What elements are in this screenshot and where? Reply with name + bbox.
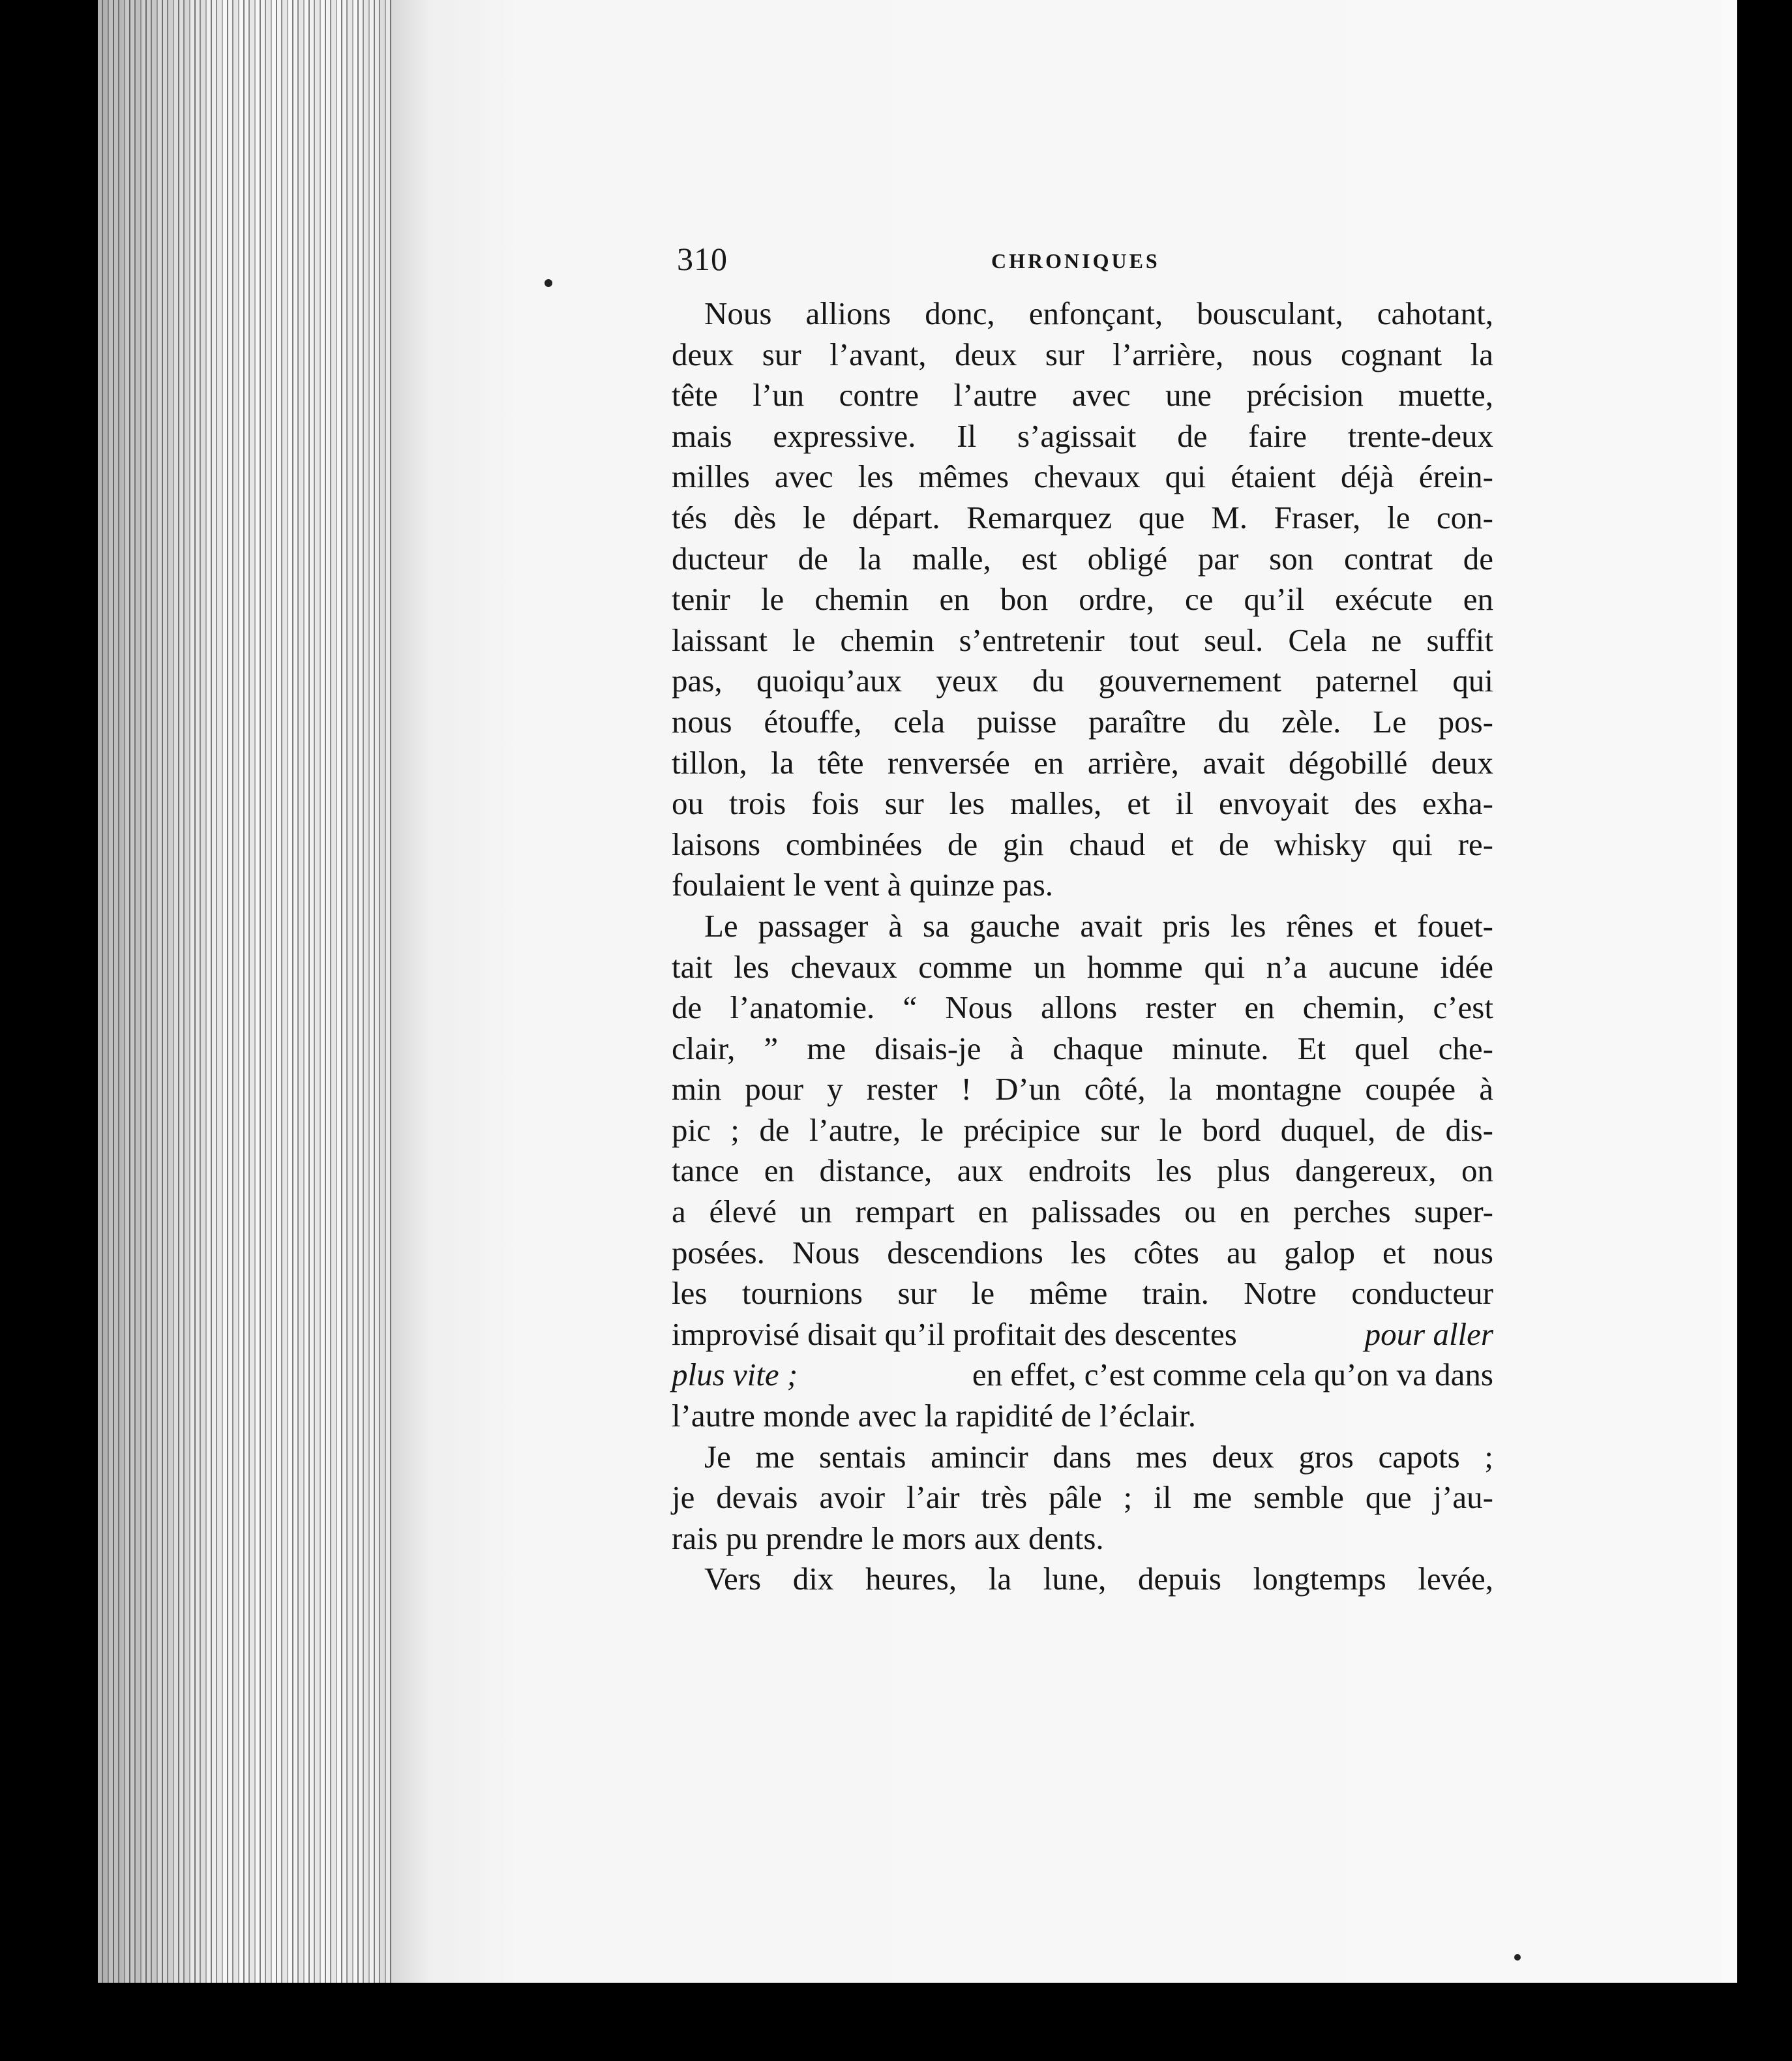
text-line: Je me sentais amincir dans mes deux gros capots ; bbox=[704, 1438, 1493, 1475]
text-line: nous étouffe, cela puisse paraître du zèle. Le pos- bbox=[672, 703, 1493, 740]
running-head: CHRONIQUES bbox=[991, 249, 1160, 273]
text-line: pic ; de l’autre, le précipice sur le bord duquel, de dis- bbox=[672, 1111, 1493, 1148]
text-line: posées. Nous descendions les côtes au galop et nous bbox=[672, 1234, 1493, 1271]
paragraph-1 bbox=[672, 293, 1493, 906]
text-line: a élevé un rempart en palissades ou en perches super- bbox=[672, 1194, 1493, 1230]
text-line: pas, quoiqu’aux yeux du gouvernement paternel qui bbox=[672, 663, 1493, 699]
text-line: Vers dix heures, la lune, depuis longtemps levée, bbox=[704, 1561, 1493, 1597]
paragraph-3 bbox=[672, 1437, 1493, 1559]
text-line: tés dès le départ. Remarquez que M. Fraser, le con- bbox=[672, 499, 1493, 535]
italic-fragment: pour aller bbox=[1364, 1316, 1493, 1352]
text-line-mixed bbox=[672, 1355, 1493, 1396]
text-line: ou trois fois sur les malles, et il envoyait des exha- bbox=[672, 785, 1493, 822]
text-line: laissant le chemin s’entretenir tout seul. Cela ne suffit bbox=[672, 622, 1493, 658]
text-line: foulaient le vent à quinze pas. bbox=[672, 867, 1054, 903]
page-number: 310 bbox=[677, 241, 728, 277]
ink-speck bbox=[545, 279, 552, 287]
paragraph-4 bbox=[672, 1559, 1493, 1600]
text-line: laisons combinées de gin chaud et de whisky qui re- bbox=[672, 826, 1493, 862]
text-line: de l’anatomie. “ Nous allons rester en chemin, c’est bbox=[672, 989, 1493, 1026]
page-edge-stack bbox=[98, 0, 411, 1983]
text-line: je devais avoir l’air très pâle ; il me semble que j’au- bbox=[672, 1479, 1493, 1516]
text-line: ducteur de la malle, est obligé par son contrat de bbox=[672, 540, 1493, 577]
text-line: tait les chevaux comme un homme qui n’a aucune idée bbox=[672, 948, 1493, 985]
text-line: deux sur l’avant, deux sur l’arrière, nous cognant la bbox=[672, 336, 1493, 372]
italic-fragment: plus vite ; bbox=[672, 1357, 798, 1393]
text-line: clair, ” me disais-je à chaque minute. Et quel che- bbox=[672, 1030, 1493, 1066]
text-line: milles avec les mêmes chevaux qui étaient déjà érein- bbox=[672, 459, 1493, 495]
text-line: tenir le chemin en bon ordre, ce qu’il exécute en bbox=[672, 581, 1493, 618]
text-line: min pour y rester ! D’un côté, la montagne coupée à bbox=[672, 1071, 1493, 1107]
text-line: mais expressive. Il s’agissait de faire trente-deux bbox=[672, 417, 1493, 454]
text-line: l’autre monde avec la rapidité de l’éclair. bbox=[672, 1398, 1197, 1434]
scan-border-right bbox=[1737, 0, 1792, 2061]
ink-speck bbox=[1514, 1954, 1521, 1961]
text-block bbox=[672, 235, 1493, 1600]
text-fragment: improvisé disait qu’il profitait des descentes bbox=[672, 1316, 1237, 1352]
text-line: les tournions sur le même train. Notre conducteur bbox=[672, 1275, 1493, 1312]
text-fragment: en effet, c’est comme cela qu’on va dans bbox=[972, 1357, 1493, 1393]
text-line: tête l’un contre l’autre avec une précision muette, bbox=[672, 377, 1493, 414]
text-line: tillon, la tête renversée en arrière, avait dégobillé deux bbox=[672, 744, 1493, 781]
text-line-mixed bbox=[672, 1314, 1493, 1355]
text-line: Nous allions donc, enfonçant, bousculant, cahotant, bbox=[704, 295, 1493, 331]
text-line: rais pu prendre le mors aux dents. bbox=[672, 1520, 1104, 1556]
text-line: Le passager à sa gauche avait pris les rênes et fouet- bbox=[704, 907, 1493, 944]
page-header bbox=[672, 235, 1493, 293]
text-line: tance en distance, aux endroits les plus dangereux, on bbox=[672, 1152, 1493, 1189]
facing-page-edge bbox=[1722, 0, 1737, 1983]
paragraph-2 bbox=[672, 906, 1493, 1437]
